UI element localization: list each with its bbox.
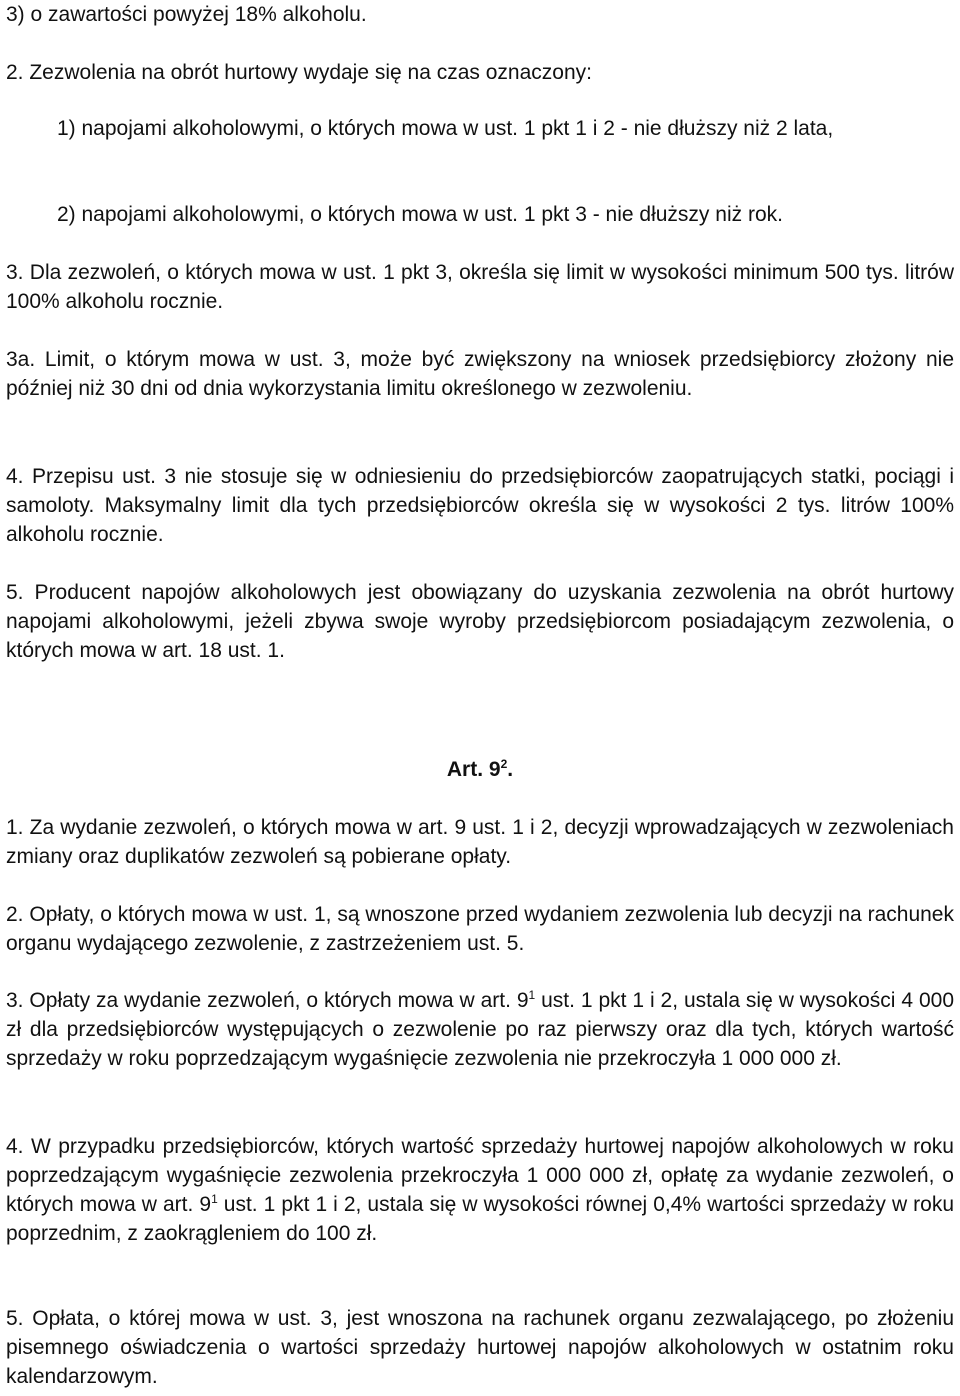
paragraph-2-2: 2) napojami alkoholowymi, o których mowa w ust. 1 pkt 3 - nie dłuższy niż rok.	[57, 203, 783, 226]
paragraph-1-3: 3) o zawartości powyżej 18% alkoholu.	[6, 3, 367, 26]
paragraph-3: 3. Dla zezwoleń, o których mowa w ust. 1 pkt 3, określa się limit w wysokości minimum 500 tys. litrów 100% alkoholu rocznie.	[6, 261, 954, 313]
paragraph-2-1: 1) napojami alkoholowymi, o których mowa w ust. 1 pkt 1 i 2 - nie dłuższy niż 2 lata,	[57, 117, 834, 140]
paragraph-5: 5. Producent napojów alkoholowych jest obowiązany do uzyskania zezwolenia na obrót hurtowy napojami alkoholowymi, jeżeli zbywa swoje wyroby przedsiębiorcom posiadającym zezwolenia, o których mowa w art. 18 ust. 1.	[6, 581, 954, 662]
article-heading: Art. $9^2$.	[446, 757, 514, 781]
article-paragraph-2: 2. Opłaty, o których mowa w ust. 1, są wnoszone przed wydaniem zezwolenia lub decyzji na rachunek organu wydającego zezwolenie, z zastrzeżeniem ust. 5.	[6, 903, 954, 955]
article-paragraph-5: 5. Opłata, o której mowa w ust. 3, jest wnoszona na rachunek organu zezwalającego, po złożeniu pisemnego oświadczenia o wartości sprzedaży hurtowej napojów alkoholowych w ostatnim roku kalendarzowym.	[6, 1307, 954, 1388]
paragraph-3a: 3a. Limit, o którym mowa w ust. 3, może być zwiększony na wniosek przedsiębiorcy złożony nie później niż 30 dni od dnia wykorzystania limitu określonego w zezwoleniu.	[6, 348, 954, 400]
article-paragraph-3: 3. Opłaty za wydanie zezwoleń, o których mowa w art. $9^1$ ust. 1 pkt 1 i 2, ustala się w wysokości 4 000 zł dla przedsiębiorców występujących o zezwolenie po raz pierwszy oraz dla tych, których wartość sprzedaży w roku poprzedzającym wygaśnięcie zezwolenia nie przekroczyła 1 000 000 zł.	[6, 988, 954, 1070]
article-paragraph-1: 1. Za wydanie zezwoleń, o których mowa w art. 9 ust. 1 i 2, decyzji wprowadzających w zezwoleniach zmiany oraz duplikatów zezwoleń są pobierane opłaty.	[6, 816, 954, 868]
paragraph-2: 2. Zezwolenia na obrót hurtowy wydaje się na czas oznaczony:	[6, 61, 592, 84]
article-paragraph-4: 4. W przypadku przedsiębiorców, których wartość sprzedaży hurtowej napojów alkoholowych w roku poprzedzającym wygaśnięcie zezwolenia przekroczyła 1 000 000 zł, opłatę za wydanie zezwoleń, o których mowa w art. $9^1$ ust. 1 pkt 1 i 2, ustala się w wysokości równej 0,4% wartości sprzedaży w roku poprzednim, z zaokrągleniem do 100 zł.	[6, 1135, 954, 1245]
paragraph-4: 4. Przepisu ust. 3 nie stosuje się w odniesieniu do przedsiębiorców zaopatrujących statki, pociągi i samoloty. Maksymalny limit dla tych przedsiębiorców określa się w wysokości 2 tys. litrów 100% alkoholu rocznie.	[6, 465, 954, 546]
